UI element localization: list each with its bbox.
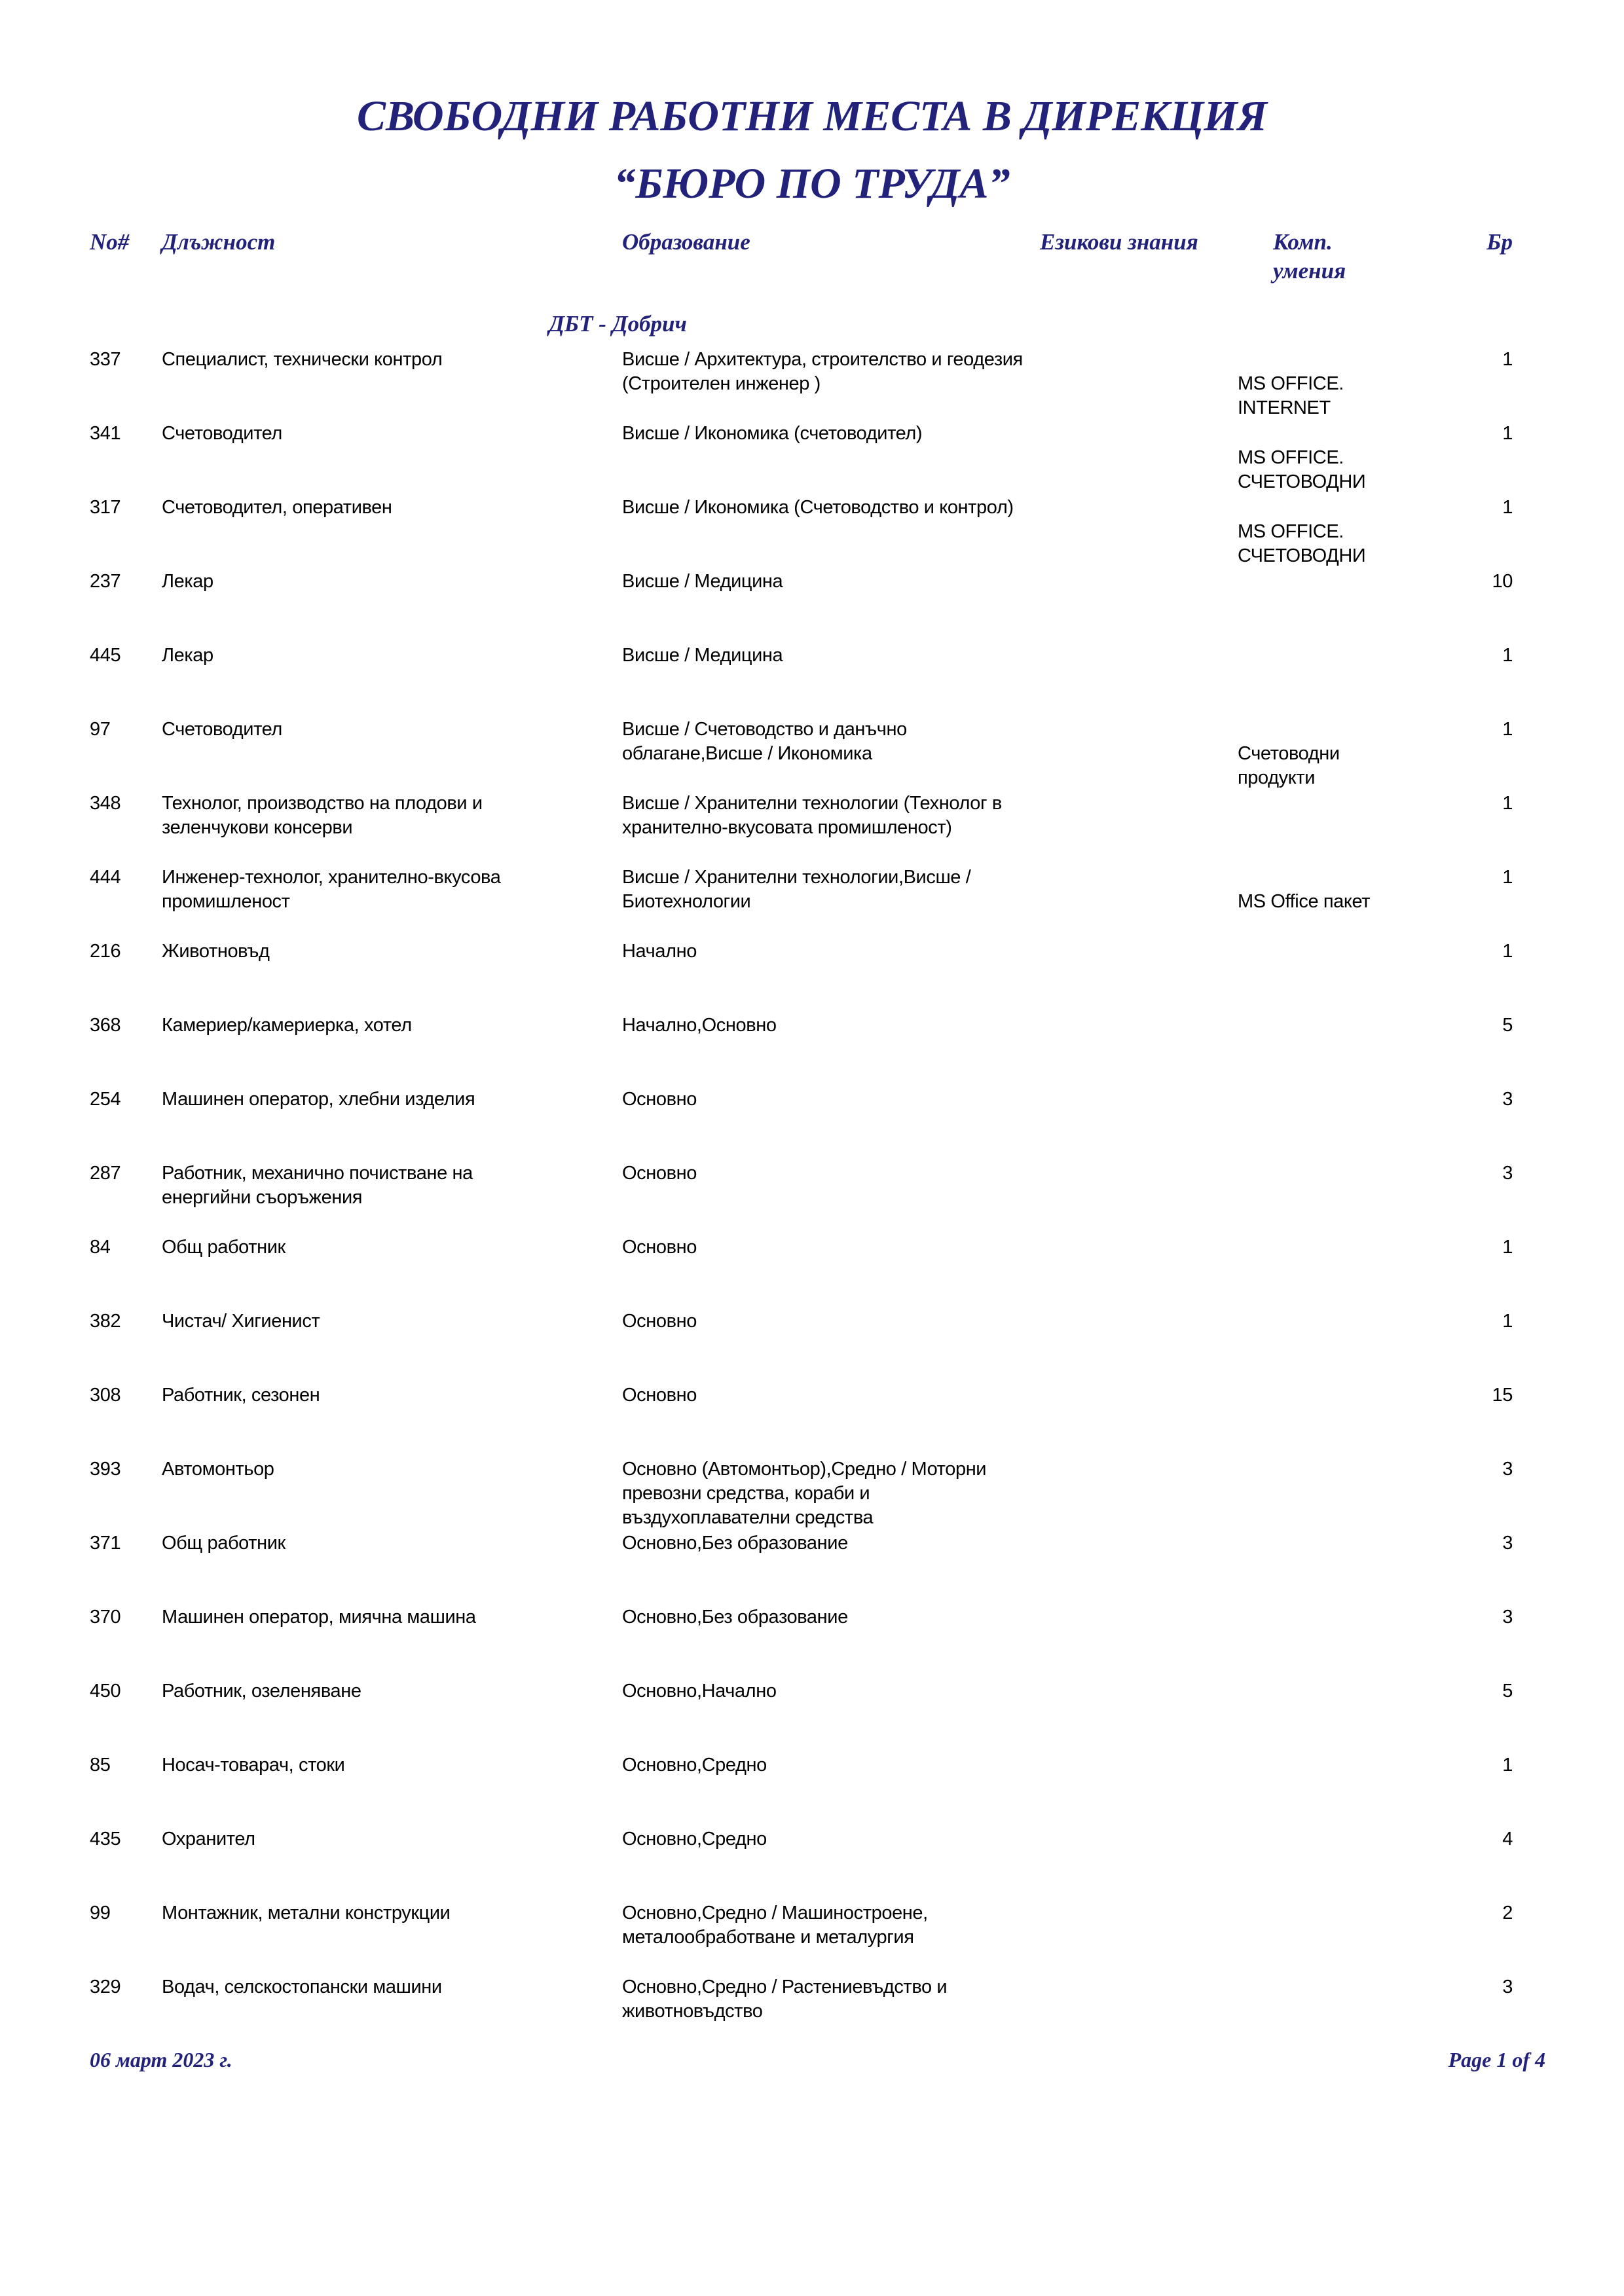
row-number: 308: [90, 1385, 121, 1406]
row-count: 1: [1502, 497, 1513, 518]
table-row: [90, 644, 1513, 718]
row-count: 3: [1502, 1089, 1513, 1110]
row-count: 2: [1502, 1903, 1513, 1923]
table-row: [90, 1013, 1513, 1087]
row-position: Машинен оператор, хлебни изделия: [162, 1089, 475, 1110]
row-count: 5: [1502, 1681, 1513, 1702]
row-number: 317: [90, 497, 121, 518]
row-number: 85: [90, 1755, 111, 1776]
row-position: Общ работник: [162, 1533, 286, 1554]
row-position: Работник, механично почистване на енергийни съоръжения: [162, 1163, 473, 1208]
row-position: Счетоводител, оперативен: [162, 497, 392, 518]
row-count: 5: [1502, 1015, 1513, 1036]
row-count: 1: [1502, 423, 1513, 444]
row-position: Автомонтьор: [162, 1459, 274, 1480]
row-position: Счетоводител: [162, 423, 282, 444]
row-count: 10: [1492, 571, 1513, 592]
row-number: 84: [90, 1237, 111, 1258]
table-row: [90, 1975, 1513, 2049]
row-computer-skills: MS OFFICE. СЧЕТОВОДНИ: [1238, 447, 1366, 492]
row-education: Основно,Начално: [622, 1681, 777, 1702]
row-education: Основно,Средно: [622, 1755, 767, 1776]
table-row: [90, 1383, 1513, 1457]
row-education: Висше / Архитектура, строителство и геодезия (Строителен инженер ): [622, 349, 1023, 394]
row-education: Основно: [622, 1089, 697, 1110]
row-count: 1: [1502, 793, 1513, 814]
row-position: Охранител: [162, 1829, 255, 1850]
row-education: Основно,Средно / Растениевъдство и животновъдство: [622, 1977, 948, 2022]
row-count: 1: [1502, 645, 1513, 666]
row-education: Висше / Счетоводство и данъчно облагане,Висше / Икономика: [622, 719, 907, 764]
table-row: [90, 1605, 1513, 1679]
row-education: Начално,Основно: [622, 1015, 777, 1036]
row-position: Водач, селскостопански машини: [162, 1977, 442, 1997]
table-row: [90, 570, 1513, 644]
row-number: 450: [90, 1681, 121, 1702]
row-count: 3: [1502, 1163, 1513, 1184]
row-count: 1: [1502, 719, 1513, 740]
row-number: 444: [90, 867, 121, 888]
table-row: [90, 422, 1513, 496]
row-position: Общ работник: [162, 1237, 286, 1258]
row-count: 3: [1502, 1977, 1513, 1997]
row-number: 445: [90, 645, 121, 666]
row-computer-skills: MS OFFICE. СЧЕТОВОДНИ: [1238, 521, 1366, 566]
row-position: Работник, озеленяване: [162, 1681, 361, 1702]
row-number: 368: [90, 1015, 121, 1036]
header-education: Образование: [622, 229, 750, 255]
row-position: Носач-товарач, стоки: [162, 1755, 345, 1776]
row-computer-skills: Счетоводни продукти: [1238, 743, 1340, 788]
row-position: Инженер-технолог, хранително-вкусова промишленост: [162, 867, 501, 912]
table-row: [90, 939, 1513, 1013]
row-number: 337: [90, 349, 121, 370]
table-body: [0, 348, 1624, 2049]
table-row: [90, 1753, 1513, 1827]
table-row: [90, 866, 1513, 939]
document-title-line1: СВОБОДНИ РАБОТНИ МЕСТА В ДИРЕКЦИЯ: [356, 92, 1268, 140]
row-education: Основно,Средно: [622, 1829, 767, 1850]
row-position: Технолог, производство на плодови и зеленчукови консерви: [162, 793, 483, 838]
table-row: [90, 1827, 1513, 1901]
row-position: Счетоводител: [162, 719, 282, 740]
row-count: 4: [1502, 1829, 1513, 1850]
row-education: Основно: [622, 1311, 697, 1332]
row-education: Основно,Средно / Машиностроене, металообработване и металургия: [622, 1903, 928, 1948]
row-count: 3: [1502, 1607, 1513, 1628]
row-education: Висше / Икономика (счетоводител): [622, 423, 923, 444]
table-row: [90, 1679, 1513, 1753]
row-number: 97: [90, 719, 111, 740]
header-number: No#: [90, 229, 130, 255]
row-education: Основно,Без образование: [622, 1533, 848, 1554]
row-number: 329: [90, 1977, 121, 1997]
row-number: 254: [90, 1089, 121, 1110]
row-position: Чистач/ Хигиенист: [162, 1311, 320, 1332]
row-count: 1: [1502, 1237, 1513, 1258]
row-position: Камериер/камериерка, хотел: [162, 1015, 412, 1036]
table-row: [90, 718, 1513, 792]
row-education: Основно: [622, 1237, 697, 1258]
table-row: [90, 1309, 1513, 1383]
row-education: Основно (Автомонтьор),Средно / Моторни превозни средства, кораби и въздухоплавателни средства: [622, 1459, 987, 1528]
row-position: Машинен оператор, миячна машина: [162, 1607, 476, 1628]
table-row: [90, 1087, 1513, 1161]
row-education: Основно: [622, 1385, 697, 1406]
row-education: Висше / Хранителни технологии,Висше / Биотехнологии: [622, 867, 971, 912]
row-count: 3: [1502, 1533, 1513, 1554]
table-row: [90, 1161, 1513, 1235]
row-count: 1: [1502, 1755, 1513, 1776]
row-education: Висше / Медицина: [622, 645, 783, 666]
document-title-line2: “БЮРО ПО ТРУДА”: [614, 160, 1010, 208]
table-row: [90, 1457, 1513, 1531]
row-number: 393: [90, 1459, 121, 1480]
table-row: [90, 496, 1513, 570]
table-row: [90, 1235, 1513, 1309]
row-count: 1: [1502, 867, 1513, 888]
row-computer-skills: MS Office пакет: [1238, 891, 1371, 912]
row-position: Специалист, технически контрол: [162, 349, 443, 370]
row-count: 1: [1502, 1311, 1513, 1332]
row-number: 348: [90, 793, 121, 814]
header-language-skills: Езикови знания: [1040, 229, 1198, 255]
row-count: 1: [1502, 941, 1513, 962]
row-count: 1: [1502, 349, 1513, 370]
row-position: Лекар: [162, 571, 213, 592]
row-position: Животновъд: [162, 941, 270, 962]
table-header-row: [90, 228, 1513, 285]
row-position: Монтажник, метални конструкции: [162, 1903, 451, 1923]
row-position: Лекар: [162, 645, 213, 666]
row-number: 435: [90, 1829, 121, 1850]
header-computer-skills: Комп. умения: [1273, 229, 1346, 283]
footer-page-number: Page 1 of 4: [1448, 2048, 1545, 2071]
row-education: Основно,Без образование: [622, 1607, 848, 1628]
header-count: Бр: [1486, 229, 1513, 255]
row-education: Висше / Медицина: [622, 571, 783, 592]
row-number: 287: [90, 1163, 121, 1184]
row-number: 237: [90, 571, 121, 592]
footer-date: 06 март 2023 г.: [90, 2048, 232, 2071]
header-position: Длъжност: [162, 229, 276, 255]
table-row: [90, 1901, 1513, 1975]
row-number: 371: [90, 1533, 121, 1554]
table-row: [90, 792, 1513, 866]
row-count: 3: [1502, 1459, 1513, 1480]
row-education: Висше / Икономика (Счетоводство и контрол): [622, 497, 1014, 518]
row-number: 99: [90, 1903, 111, 1923]
row-education: Висше / Хранителни технологии (Технолог в хранително-вкусовата промишленост): [622, 793, 1002, 838]
row-computer-skills: MS OFFICE. INTERNET: [1238, 373, 1344, 418]
table-row: [90, 1531, 1513, 1605]
row-number: 382: [90, 1311, 121, 1332]
row-position: Работник, сезонен: [162, 1385, 320, 1406]
row-number: 216: [90, 941, 121, 962]
section-header-dbt-dobrich: ДБТ - Добрич: [549, 311, 687, 337]
page-footer: [90, 2048, 1545, 2072]
row-count: 15: [1492, 1385, 1513, 1406]
row-education: Основно: [622, 1163, 697, 1184]
document-title: [0, 0, 1624, 217]
table-row: [90, 348, 1513, 422]
row-number: 370: [90, 1607, 121, 1628]
row-number: 341: [90, 423, 121, 444]
row-education: Начално: [622, 941, 697, 962]
